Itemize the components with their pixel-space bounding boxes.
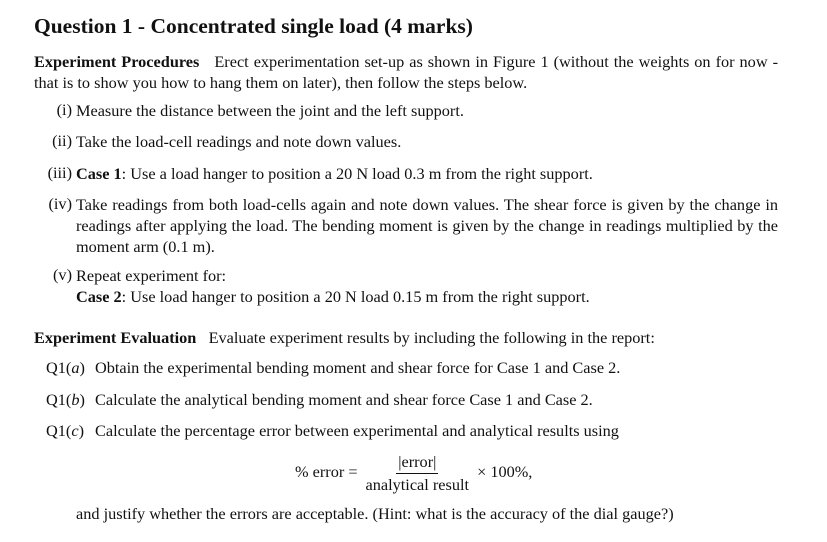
fraction: $\frac{\text{|error|}}{\text{analytical result}}$ — [365, 452, 470, 494]
evaluation-heading: Experiment Evaluation — [34, 328, 197, 347]
closing-text: and justify whether the errors are acceptable. (Hint: what is the accuracy of the dial gauge?) — [76, 504, 674, 523]
page-title: Question 1 - Concentrated single load (4 marks) — [34, 14, 473, 38]
procedures-intro: Experiment Procedures Erect experimentation set-up as shown in Figure 1 (without the weights on for now - that is to show you how to hang them on later), then follow the steps below. — [34, 52, 778, 92]
percent-error-formula: % error = $\frac{\text{|error|}}{\text{analytical result}}$ × 100%, — [295, 452, 533, 494]
procedures-heading: Experiment Procedures — [34, 52, 200, 71]
evaluation-intro: Experiment Evaluation Evaluate experiment results by including the following in the report: — [34, 328, 655, 347]
